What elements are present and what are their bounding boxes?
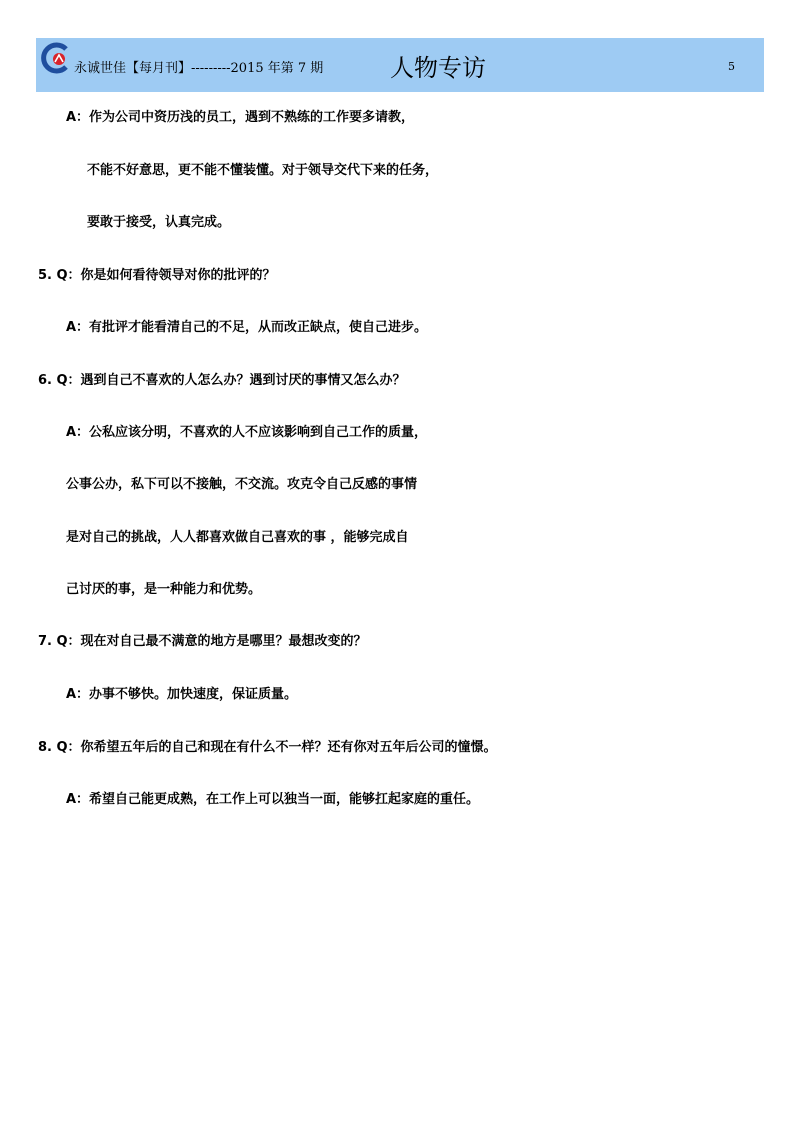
question-line: 5. Q：你是如何看待领导对你的批评的？ [38, 268, 276, 283]
answer-line: A：希望自己能更成熟，在工作上可以独当一面，能够扛起家庭的重任。 [66, 792, 480, 807]
answer-line: A：作为公司中资历浅的员工，遇到不熟练的工作要多请教， [66, 110, 415, 125]
magazine-title: 永诚世佳【每月刊】---------2015 年第 7 期 [74, 61, 324, 76]
answer-line: A：公私应该分明，不喜欢的人不应该影响到自己工作的质量， [66, 425, 428, 440]
answer-line: 是对自己的挑战，人人都喜欢做自己喜欢的事 ，能够完成自 [66, 530, 409, 545]
answer-line: A：办事不够快。加快速度，保证质量。 [66, 687, 298, 702]
answer-line: 己讨厌的事，是一种能力和优势。 [66, 582, 262, 597]
answer-line: 公事公办，私下可以不接触，不交流。攻克令自己反感的事情 [66, 477, 418, 492]
page-number: 5 [728, 60, 735, 73]
cn-logo-icon [40, 42, 72, 74]
question-line: 6. Q：遇到自己不喜欢的人怎么办？遇到讨厌的事情又怎么办？ [38, 373, 406, 388]
section-title: 人物专访 [390, 54, 486, 82]
question-line: 7. Q：现在对自己最不满意的地方是哪里？最想改变的？ [38, 634, 367, 649]
answer-line: 要敢于接受，认真完成。 [87, 215, 231, 230]
answer-line: A：有批评才能看清自己的不足，从而改正缺点，使自己进步。 [66, 320, 428, 335]
page-header [36, 38, 764, 92]
question-line: 8. Q：你希望五年后的自己和现在有什么不一样？还有你对五年后公司的憧憬。 [38, 740, 497, 755]
answer-line: 不能不好意思，更不能不懂装懂。对于领导交代下来的任务， [87, 163, 439, 178]
